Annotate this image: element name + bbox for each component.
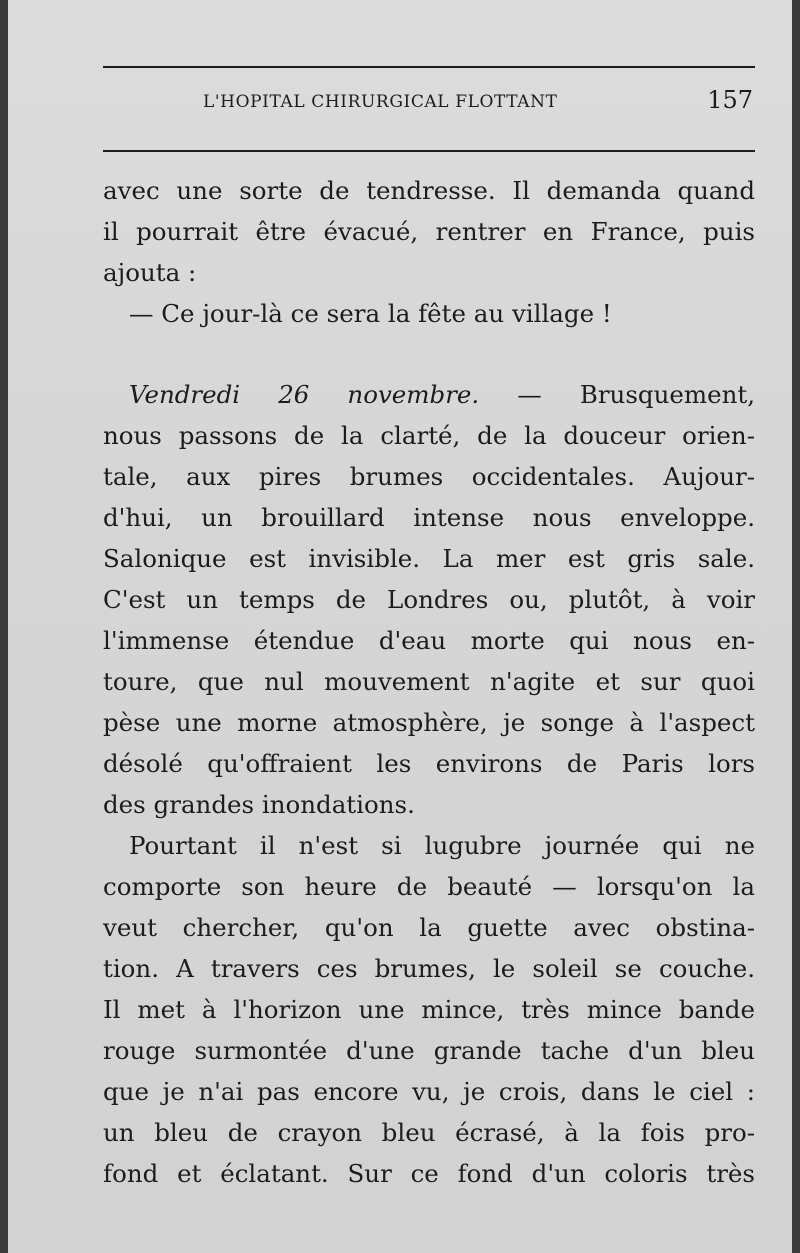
text-line: comporte son heure de beauté — lorsqu'on la (103, 872, 755, 901)
text-line: des grandes inondations. (103, 790, 415, 819)
text-line: Il met à l'horizon une mince, très mince bande (103, 995, 755, 1024)
text-line: tion. A travers ces brumes, le soleil se couche. (103, 954, 755, 983)
body-text (103, 170, 755, 1194)
date-heading: Vendredi 26 novembre. (129, 380, 480, 409)
page-header (103, 86, 755, 120)
text-line: fond et éclatant. Sur ce fond d'un coloris très (103, 1159, 755, 1188)
book-page (8, 0, 792, 1253)
dated-entry-first-line (103, 374, 755, 415)
section-gap (103, 334, 755, 374)
dialog-line: — Ce jour-là ce sera la fête au village ! (129, 299, 612, 328)
header-top-rule (103, 66, 755, 68)
text-line: l'immense étendue d'eau morte qui nous en- (103, 626, 755, 655)
text-line: toure, que nul mouvement n'agite et sur quoi (103, 667, 755, 696)
text-line: il pourrait être évacué, rentrer en France, puis (103, 217, 755, 246)
text-line: Salonique est invisible. La mer est gris sale. (103, 544, 755, 573)
text-line: pèse une morne atmosphère, je songe à l'aspect (103, 708, 755, 737)
header-bottom-rule (103, 150, 755, 152)
text-line: tale, aux pires brumes occidentales. Aujour- (103, 462, 755, 491)
text-line: d'hui, un brouillard intense nous enveloppe. (103, 503, 755, 532)
page-number: 157 (707, 86, 753, 114)
text-line: Pourtant il n'est si lugubre journée qui ne (129, 831, 755, 860)
running-title: L'HOPITAL CHIRURGICAL FLOTTANT (203, 92, 558, 112)
text-line: rouge surmontée d'une grande tache d'un bleu (103, 1036, 755, 1065)
text-line: que je n'ai pas encore vu, je crois, dans le ciel : (103, 1077, 755, 1106)
text-line: nous passons de la clarté, de la douceur orien- (103, 421, 755, 450)
text-line: veut chercher, qu'on la guette avec obstina- (103, 913, 755, 942)
text-line: avec une sorte de tendresse. Il demanda quand (103, 176, 755, 205)
text-line: ajouta : (103, 258, 197, 287)
text-line: désolé qu'offraient les environs de Paris lors (103, 749, 755, 778)
text-line: C'est un temps de Londres ou, plutôt, à voir (103, 585, 755, 614)
entry-first-line-rest: — Brusquement, (517, 380, 755, 409)
text-line: un bleu de crayon bleu écrasé, à la fois pro- (103, 1118, 755, 1147)
